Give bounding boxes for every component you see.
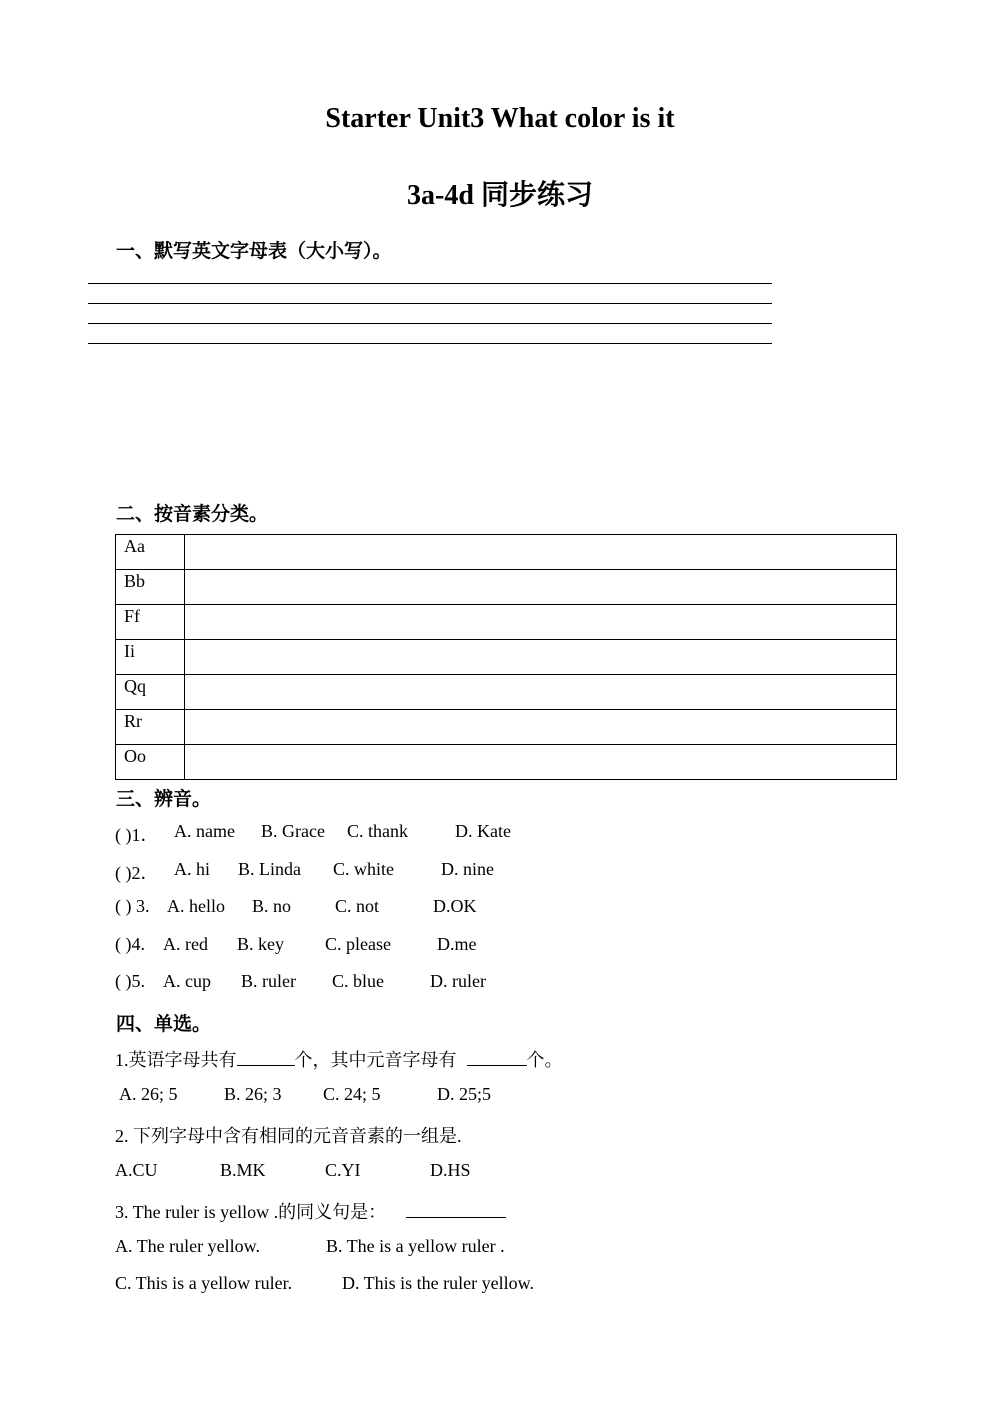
option-a: A. name (174, 821, 235, 841)
answer-cell[interactable] (185, 640, 897, 675)
question-prefix[interactable]: ( )1． (115, 825, 159, 845)
letter-cell: Bb (116, 570, 185, 605)
phoneme-table (115, 534, 897, 780)
q1-text-middle: 个，其中元音字母有 (294, 1050, 457, 1070)
q3-option-b: B. The is a yellow ruler . (326, 1236, 505, 1256)
answer-blank[interactable] (467, 1051, 527, 1066)
option-b: B. ruler (241, 971, 296, 991)
option-c: C. please (325, 934, 391, 954)
option-b: B. Linda (238, 859, 301, 879)
question-3 (115, 1198, 506, 1224)
page-title: Starter Unit3 What color is it (325, 103, 675, 134)
q1-option-a: A. 26; 5 (119, 1084, 178, 1104)
letter-cell: Oo (116, 745, 185, 780)
option-a: A. hi (174, 859, 210, 879)
q2-option-d: D.HS (430, 1160, 471, 1180)
q2-option-c: C.YI (325, 1160, 361, 1180)
question-1 (115, 1046, 563, 1072)
table-row (116, 605, 897, 640)
section3-heading: 三、辨音。 (116, 789, 212, 810)
answer-blank[interactable] (406, 1203, 506, 1218)
page-subtitle: 3a-4d 同步练习 (407, 180, 593, 211)
option-b: B. no (252, 896, 292, 916)
writing-line[interactable] (88, 303, 772, 304)
q2-option-b: B.MK (220, 1160, 266, 1180)
option-d: D. Kate (455, 821, 511, 841)
writing-line[interactable] (88, 323, 772, 324)
q3-option-d: D. This is the ruler yellow. (342, 1273, 534, 1293)
letter-cell: Rr (116, 710, 185, 745)
answer-blank[interactable] (237, 1051, 295, 1066)
q1-option-b: B. 26; 3 (224, 1084, 282, 1104)
answer-cell[interactable] (185, 710, 897, 745)
option-c: C. thank (347, 821, 408, 841)
table-row (116, 640, 897, 675)
option-c: C. not (335, 896, 380, 916)
option-a: A. red (163, 934, 208, 954)
option-a: A. hello (167, 896, 225, 916)
letter-cell: Qq (116, 675, 185, 710)
option-b: B. Grace (261, 821, 325, 841)
question-2: 2. 下列字母中含有相同的元音音素的一组是. (115, 1126, 462, 1146)
q3-option-c: C. This is a yellow ruler. (115, 1273, 293, 1293)
section2-heading: 二、按音素分类。 (116, 504, 269, 525)
answer-cell[interactable] (185, 745, 897, 780)
question-prefix[interactable]: ( )4. (115, 934, 145, 954)
question-prefix[interactable]: ( )5. (115, 971, 145, 991)
q3-option-a: A. The ruler yellow. (115, 1236, 260, 1256)
answer-cell[interactable] (185, 535, 897, 570)
question-prefix[interactable]: ( )2． (115, 863, 159, 883)
option-c: C. white (333, 859, 394, 879)
answer-cell[interactable] (185, 605, 897, 640)
writing-line[interactable] (88, 343, 772, 344)
table-row (116, 570, 897, 605)
q1-option-d: D. 25;5 (437, 1084, 491, 1104)
q3-text: 3. The ruler is yellow .的同义句是： (115, 1202, 387, 1222)
q2-option-a: A.CU (115, 1160, 158, 1180)
section4-heading: 四、单选。 (116, 1014, 212, 1035)
table-row (116, 710, 897, 745)
letter-cell: Ii (116, 640, 185, 675)
answer-cell[interactable] (185, 570, 897, 605)
q1-text-start: 1.英语字母共有 (115, 1050, 237, 1070)
option-d: D.OK (433, 896, 477, 916)
q1-text-end: 个。 (526, 1050, 563, 1070)
option-a: A. cup (163, 971, 211, 991)
table-row (116, 745, 897, 780)
q1-option-c: C. 24; 5 (323, 1084, 381, 1104)
letter-cell: Aa (116, 535, 185, 570)
answer-cell[interactable] (185, 675, 897, 710)
table-row (116, 675, 897, 710)
section1-heading: 一、默写英文字母表（大小写）。 (116, 241, 392, 262)
letter-cell: Ff (116, 605, 185, 640)
option-b: B. key (237, 934, 284, 954)
option-c: C. blue (332, 971, 384, 991)
option-d: D. ruler (430, 971, 486, 991)
option-d: D. nine (441, 859, 494, 879)
question-prefix[interactable]: ( ) 3. (115, 896, 150, 916)
table-row (116, 535, 897, 570)
writing-line[interactable] (88, 283, 772, 284)
option-d: D.me (437, 934, 477, 954)
